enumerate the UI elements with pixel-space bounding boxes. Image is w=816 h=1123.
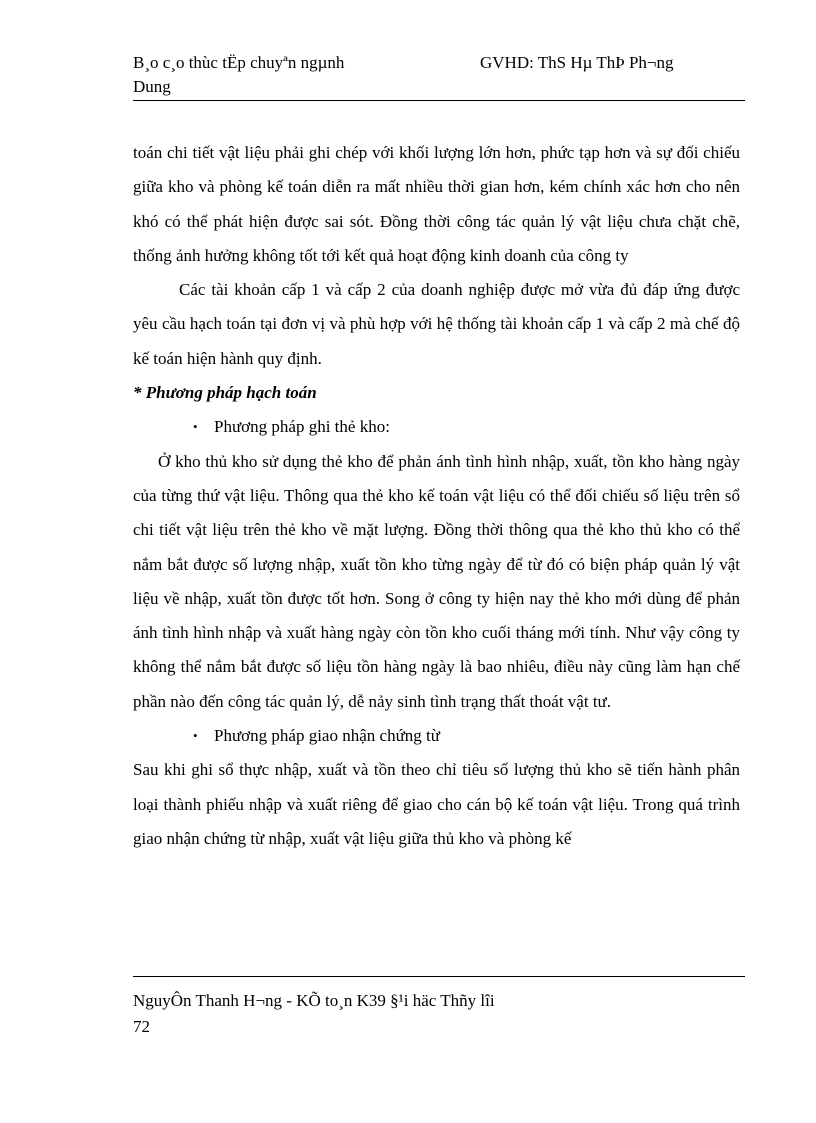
bullet-item-label: Phương pháp giao nhận chứng từ: [214, 726, 440, 746]
footer-divider: [133, 976, 745, 977]
footer-author: NguyÔn Thanh H¬ng - KÕ to¸n K39 §¹i häc Thñy lîi: [133, 991, 495, 1010]
page-number: 72: [133, 1017, 150, 1036]
header-report-title: B¸o c¸o thùc tËp chuyªn ngµnh: [133, 53, 345, 72]
bullet-icon: •: [193, 419, 198, 435]
paragraph-continuation: toán chi tiết vật liệu phải ghi chép với khối lượng lớn hơn, phức tạp hơn và sự đối chiếu giữa kho và phòng kế toán diễn ra mất nhiều thời gian hơn, kém chính xác hơn cho nên khó có thể phát hiện được sai sót. Đồng thời công tác quản lý vật liệu chưa chặt chẽ, thống ảnh hưởng không tốt tới kết quả hoạt động kinh doanh của công ty: [133, 143, 740, 265]
header-supervisor: GVHD: ThS Hµ ThÞ Ph¬ng: [480, 53, 674, 72]
bullet-item-documents: [133, 719, 740, 753]
paragraph-stock-card: Ở kho thủ kho sử dụng thẻ kho để phản ánh tình hình nhập, xuất, tồn kho hàng ngày của từng thứ vật liệu. Thông qua thẻ kho kế toán vật liệu có thể đối chiếu số liệu trên sổ chi tiết vật liệu trên thẻ kho về mặt lượng. Đồng thời thông qua thẻ kho thủ kho có thể nắm bắt được số lượng nhập, xuất tồn kho từng ngày để từ đó có biện pháp quản lý vật liệu về nhập, xuất tồn được tốt hơn. Song ở công ty hiện nay thẻ kho mới dùng để phản ánh tình hình nhập và xuất hàng ngày còn tồn kho cuối tháng mới tính. Như vậy công ty không thể nắm bắt được số liệu tồn hàng ngày là bao nhiêu, điều này cũng làm hạn chế phần nào đến công tác quản lý, dễ nảy sinh tình trạng thất thoát vật tư.: [133, 451, 740, 711]
header-supervisor-continued: Dung: [133, 77, 171, 96]
paragraph-documents: Sau khi ghi sổ thực nhập, xuất và tồn theo chỉ tiêu số lượng thủ kho sẽ tiến hành phân loại thành phiếu nhập và xuất riêng để giao cho cán bộ kế toán vật liệu. Trong quá trình giao nhận chứng từ nhập, xuất vật liệu giữa thủ kho và phòng kế: [133, 760, 740, 848]
page-header: [133, 52, 745, 102]
section-heading: * Phương pháp hạch toán: [133, 383, 317, 403]
bullet-icon: •: [193, 728, 198, 744]
bullet-item-label: Phương pháp ghi thẻ kho:: [214, 417, 390, 437]
page-footer: [133, 976, 745, 1038]
document-body: [133, 136, 740, 856]
header-divider: [133, 100, 745, 101]
bullet-item-stock-card: [133, 410, 740, 444]
paragraph-accounts: Các tài khoản cấp 1 và cấp 2 của doanh nghiệp được mở vừa đủ đáp ứng được yêu cầu hạch toán tại đơn vị và phù hợp với hệ thống tài khoản cấp 1 và cấp 2 mà chế độ kế toán hiện hành quy định.: [133, 280, 740, 368]
